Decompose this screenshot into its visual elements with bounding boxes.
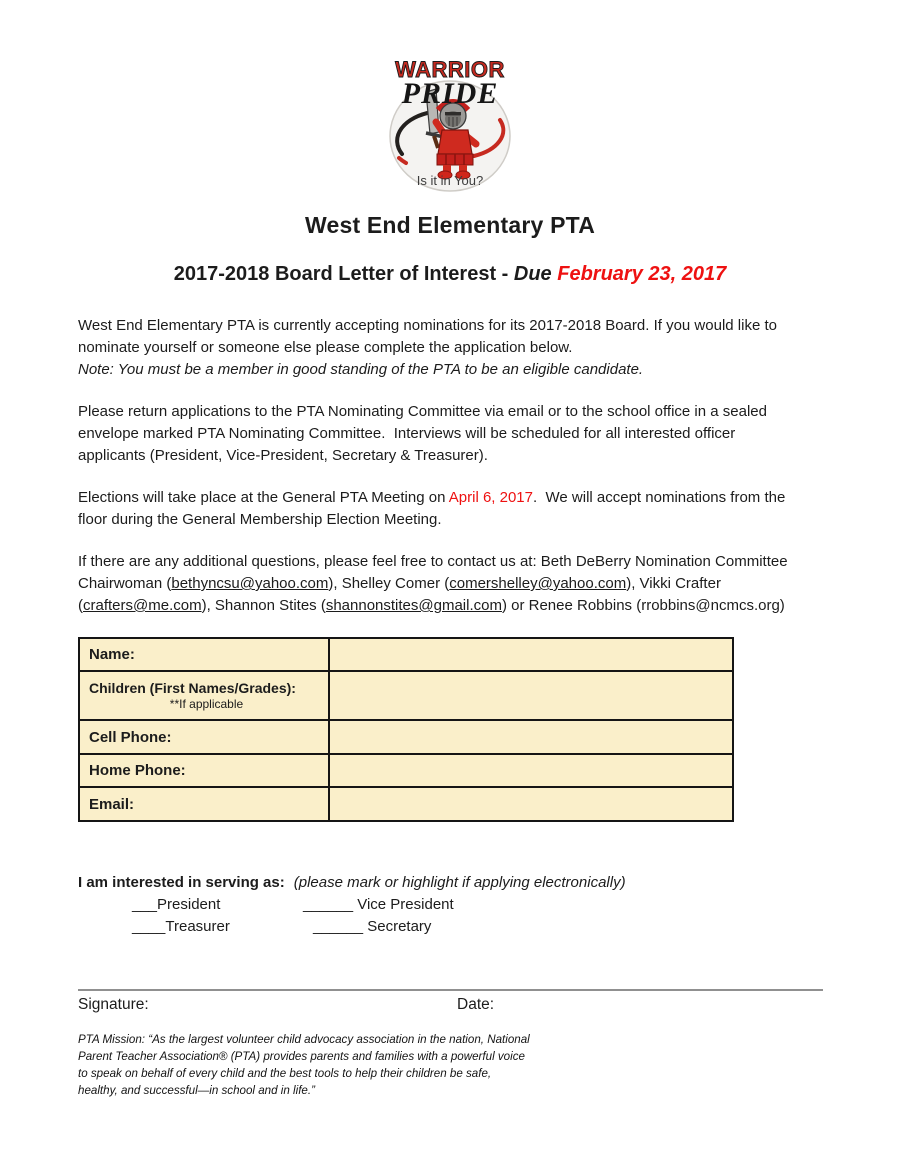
treasurer-blank[interactable]: ____	[132, 918, 166, 935]
email-link-beth[interactable]: bethyncsu@yahoo.com	[171, 575, 329, 592]
cell-phone-label: Cell Phone:	[79, 720, 329, 754]
signature-row	[78, 996, 823, 1018]
warrior-mascot-graphic	[382, 54, 518, 194]
mission-line-1: PTA Mission: “As the largest volunteer child advocacy association in the nation, National	[78, 1033, 530, 1046]
table-row-cell-phone	[79, 720, 733, 754]
serving-options-row-2	[132, 916, 626, 938]
elections-paragraph	[78, 487, 785, 531]
name-value-cell[interactable]	[329, 638, 733, 671]
secretary-blank[interactable]: ______	[313, 918, 364, 935]
intro-paragraph	[78, 315, 777, 381]
return-instructions-paragraph	[78, 401, 767, 467]
table-row-home-phone	[79, 754, 733, 787]
home-phone-label: Home Phone:	[79, 754, 329, 787]
contact-line-2	[78, 573, 788, 595]
contact-line-3	[78, 595, 788, 617]
option-president[interactable]	[132, 894, 303, 916]
mission-line-2: Parent Teacher Association® (PTA) provides parents and families with a powerful voice	[78, 1050, 525, 1063]
email-value-cell[interactable]	[329, 787, 733, 821]
application-form-table	[78, 637, 734, 822]
email-label: Email:	[79, 787, 329, 821]
serving-instruction: (please mark or highlight if applying electronically)	[293, 874, 626, 891]
home-phone-value-cell[interactable]	[329, 754, 733, 787]
contact-line-1: If there are any additional questions, please feel free to contact us at: Beth DeBerry Nomination Committee	[78, 553, 788, 570]
children-label-cell	[79, 671, 329, 720]
vice-president-label: Vice President	[353, 896, 454, 913]
contact-text: ), Shelley Comer (	[328, 575, 450, 592]
table-row-name	[79, 638, 733, 671]
mission-line-3: to speak on behalf of every child and the best tools to help their children be safe,	[78, 1067, 492, 1080]
elections-text-post: . We will accept nominations from the	[533, 489, 786, 506]
serving-options-row-1	[132, 894, 626, 916]
contact-paragraph	[78, 551, 788, 617]
logo-word-pride: PRIDE	[401, 77, 499, 110]
page-title: West End Elementary PTA	[304, 212, 596, 238]
treasurer-label: Treasurer	[165, 918, 230, 935]
president-blank[interactable]: ___	[132, 896, 158, 913]
children-value-cell[interactable]	[329, 671, 733, 720]
serving-heading: I am interested in serving as:	[78, 874, 285, 891]
contact-text: (	[78, 597, 83, 614]
return-line-2: envelope marked PTA Nominating Committee. Interviews will be scheduled for all interested officer	[78, 425, 736, 442]
mission-line-4: healthy, and successful—in school and in life.”	[78, 1084, 315, 1097]
return-line-1: Please return applications to the PTA Nominating Committee via email or to the school office in a sealed	[78, 403, 767, 420]
helmet-visor	[445, 112, 461, 115]
contact-text: Chairwoman (	[78, 575, 172, 592]
email-link-vikki[interactable]: crafters@me.com	[83, 597, 202, 614]
children-label: Children (First Names/Grades):	[89, 680, 296, 696]
option-secretary[interactable]	[313, 918, 431, 935]
cell-phone-value-cell[interactable]	[329, 720, 733, 754]
serving-section	[78, 872, 626, 938]
intro-line-2: nominate yourself or someone else please complete the application below.	[78, 339, 573, 356]
contact-text: ) or Renee Robbins (rrobbins@ncmcs.org)	[501, 597, 785, 614]
table-row-email	[79, 787, 733, 821]
subtitle-due: Due	[513, 263, 558, 285]
vice-president-blank[interactable]: ______	[303, 896, 354, 913]
subtitle-main: 2017-2018 Board Letter of Interest -	[173, 263, 514, 285]
children-if-applicable-note: **If applicable	[169, 697, 244, 711]
page-subtitle	[0, 263, 900, 286]
email-link-shelley[interactable]: comershelley@yahoo.com	[449, 575, 627, 592]
option-treasurer[interactable]	[132, 916, 313, 938]
return-line-3: applicants (President, Vice-President, Secretary & Treasurer).	[78, 447, 488, 464]
serving-heading-line	[78, 872, 626, 894]
signature-divider-line	[78, 989, 823, 991]
date-label: Date:	[457, 996, 495, 1013]
intro-line-1: West End Elementary PTA is currently accepting nominations for its 2017-2018 Board. If you would like to	[78, 317, 777, 334]
president-label: President	[157, 896, 221, 913]
elections-line-2: floor during the General Membership Election Meeting.	[78, 511, 442, 528]
elections-text-pre: Elections will take place at the General PTA Meeting on	[78, 489, 449, 506]
contact-text: ), Shannon Stites (	[201, 597, 326, 614]
contact-text: ), Vikki Crafter	[626, 575, 721, 592]
logo-word-warrior: WARRIOR	[395, 57, 505, 82]
intro-note: Note: You must be a member in good standing of the PTA to be an eligible candidate.	[78, 361, 644, 378]
logo-tagline: Is it in You?	[416, 173, 484, 188]
option-vice-president[interactable]	[303, 896, 454, 913]
elections-date: April 6, 2017	[448, 489, 533, 506]
signature-label: Signature:	[78, 996, 149, 1013]
table-row-children	[79, 671, 733, 720]
email-link-shannon[interactable]: shannonstites@gmail.com	[325, 597, 502, 614]
name-label: Name:	[79, 638, 329, 671]
mascot-torso	[438, 130, 472, 154]
subtitle-due-date: February 23, 2017	[557, 263, 727, 285]
elections-line-1	[78, 487, 785, 509]
pta-mission-statement	[78, 1031, 530, 1099]
secretary-label: Secretary	[363, 918, 432, 935]
warrior-pride-logo	[382, 54, 518, 194]
